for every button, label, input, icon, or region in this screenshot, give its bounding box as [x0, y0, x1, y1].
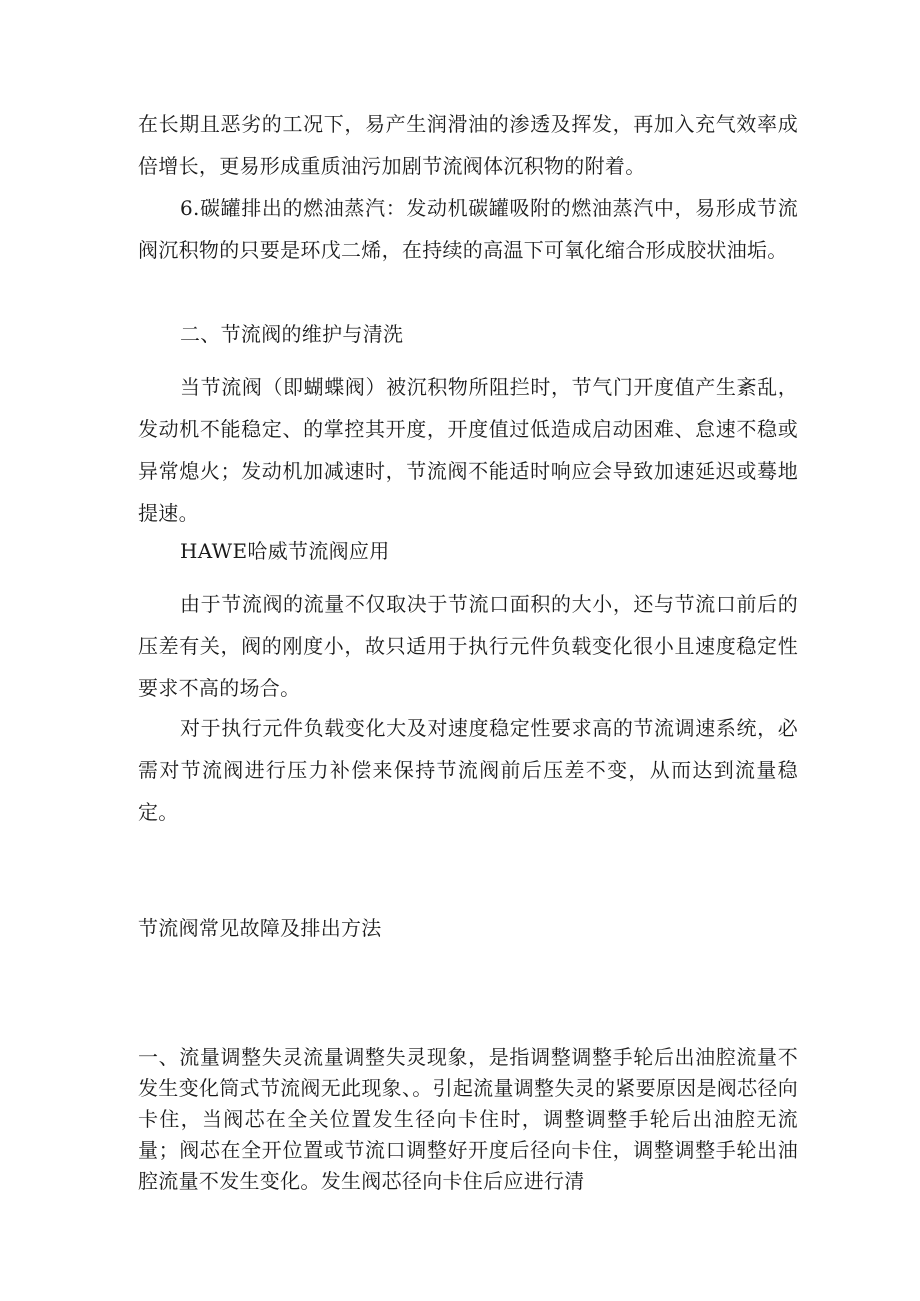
section-heading-maintenance: 二、节流阀的维护与清洗 — [180, 322, 404, 346]
paragraph-intro-continuation: 在长期且恶劣的工况下，易产生润滑油的渗透及挥发，再加入充气效率成倍增长，更易形成重质油污加剧节流阀体沉积物的附着。 — [138, 112, 798, 178]
section-heading-hawe: HAWE哈威节流阀应用 — [180, 539, 390, 563]
paragraph-flow-dependence: 由于节流阀的流量不仅取决于节流口面积的大小，还与节流口前后的压差有关，阀的刚度小，故只适用于执行元件负载变化很小且速度稳定性要求不高的场合。 — [138, 592, 798, 700]
paragraph-throttle-blockage: 当节流阀（即蝴蝶阀）被沉积物所阻拦时，节气门开度值产生紊乱，发动机不能稳定、的掌控其开度，开度值过低造成启动困难、怠速不稳或异常熄火；发动机加减速时，节流阀不能适时响应会导致加速延迟或蓦地提速。 — [138, 375, 798, 525]
paragraph-carbon-canister: 6.碳罐排出的燃油蒸汽：发动机碳罐吸附的燃油蒸汽中，易形成节流阀沉积物的只要是环戊二烯，在持续的高温下可氧化缩合形成胶状油垢。 — [138, 196, 798, 262]
section-heading-faults: 节流阀常见故障及排出方法 — [138, 916, 382, 940]
paragraph-flow-adjustment-failure: 一、流量调整失灵流量调整失灵现象，是指调整调整手轮后出油腔流量不发生变化筒式节流阀无此现象、。引起流量调整失灵的紧要原因是阀芯径向卡住，当阀芯在全关位置发生径向卡住时，调整调整手轮后出油腔无流量；阀芯在全开位置或节流口调整好开度后径向卡住，调整调整手轮出油腔流量不发生变化。发生阀芯径向卡住后应进行清 — [138, 1045, 798, 1193]
paragraph-pressure-compensation: 对于执行元件负载变化大及对速度稳定性要求高的节流调速系统，必需对节流阀进行压力补偿来保持节流阀前后压差不变，从而达到流量稳定。 — [138, 716, 798, 824]
